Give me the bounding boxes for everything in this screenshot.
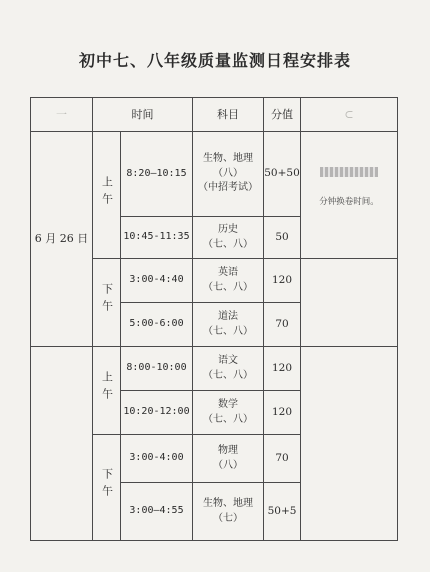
score-cell: 70 bbox=[264, 435, 301, 483]
subject-cell: 道法 （七、八） bbox=[193, 303, 264, 347]
header-time: 时间 bbox=[93, 98, 193, 132]
score-cell: 120 bbox=[264, 259, 301, 303]
header-row bbox=[31, 98, 398, 132]
remark-cell bbox=[301, 347, 398, 541]
subject-cell: 语文 （七、八） bbox=[193, 347, 264, 391]
score-cell: 50+50 bbox=[264, 132, 301, 217]
header-remark: ⊂ bbox=[301, 98, 398, 132]
session-am: 上午 bbox=[93, 347, 121, 435]
subject-cell: 生物、地理 （八） （中招考试） bbox=[193, 132, 264, 217]
time-cell: 10:20-12:00 bbox=[121, 391, 193, 435]
subject-cell: 生物、地理 （七） bbox=[193, 483, 264, 541]
score-cell: 50 bbox=[264, 217, 301, 259]
session-am: 上午 bbox=[93, 132, 121, 259]
time-cell: 3:00-4:40 bbox=[121, 259, 193, 303]
header-corner: 一 bbox=[31, 98, 93, 132]
subject-cell: 英语 （七、八） bbox=[193, 259, 264, 303]
date-cell bbox=[31, 347, 93, 541]
session-pm: 下午 bbox=[93, 435, 121, 541]
subject-cell: 物理 （八） bbox=[193, 435, 264, 483]
subject-cell: 历史 （七、八） bbox=[193, 217, 264, 259]
page-title: 初中七、八年级质量监测日程安排表 bbox=[78, 51, 351, 70]
remark-cell bbox=[301, 259, 398, 347]
header-score: 分值 bbox=[264, 98, 301, 132]
score-cell: 50+5 bbox=[264, 483, 301, 541]
time-cell: 8:20—10:15 bbox=[121, 132, 193, 217]
date-cell: 6 月 26 日 bbox=[31, 132, 93, 347]
table-row bbox=[31, 347, 398, 391]
schedule-table bbox=[30, 97, 398, 541]
session-pm: 下午 bbox=[93, 259, 121, 347]
subject-cell: 数学 （七、八） bbox=[193, 391, 264, 435]
score-cell: 120 bbox=[264, 347, 301, 391]
score-cell: 120 bbox=[264, 391, 301, 435]
blurred-text bbox=[301, 166, 397, 178]
time-cell: 3:00-4:00 bbox=[121, 435, 193, 483]
time-cell: 10:45-11:35 bbox=[121, 217, 193, 259]
time-cell: 8:00-10:00 bbox=[121, 347, 193, 391]
header-subject: 科目 bbox=[193, 98, 264, 132]
table-row bbox=[31, 132, 398, 217]
time-cell: 3:00—4:55 bbox=[121, 483, 193, 541]
time-cell: 5:00-6:00 bbox=[121, 303, 193, 347]
score-cell: 70 bbox=[264, 303, 301, 347]
remark-cell: 分钟换卷时间。 bbox=[301, 132, 398, 259]
